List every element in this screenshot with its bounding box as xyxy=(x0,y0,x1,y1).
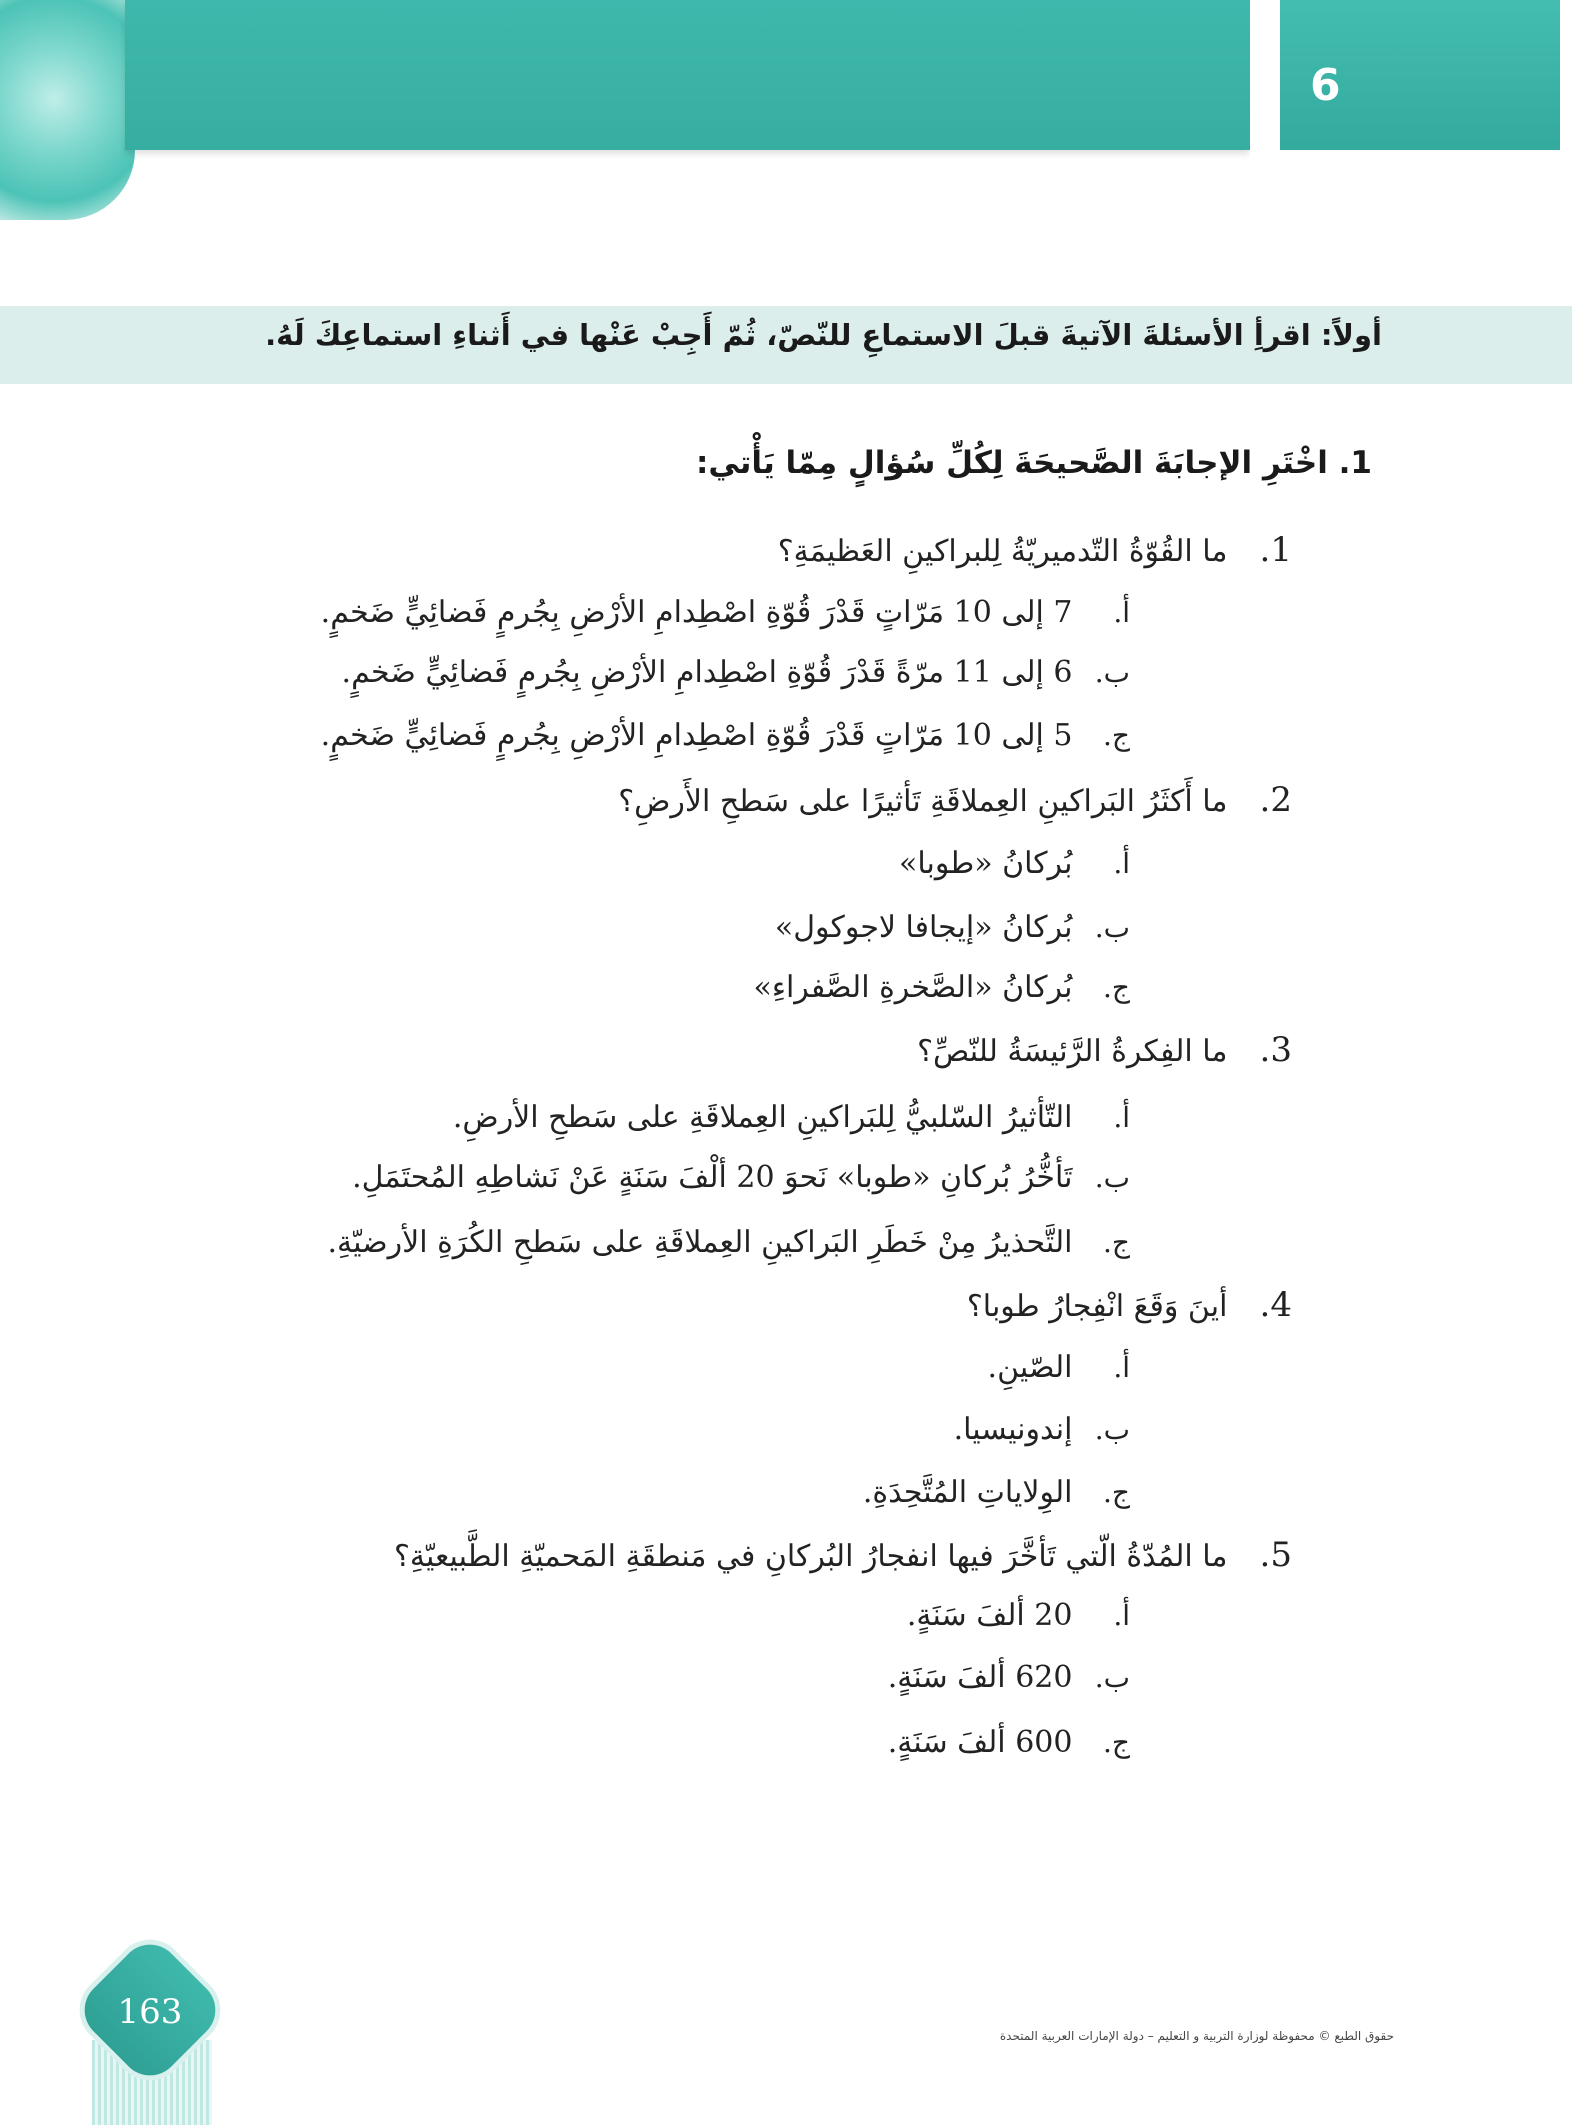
question-1-option-b xyxy=(342,655,1130,690)
question-3-option-c xyxy=(327,1225,1130,1260)
question-text: ما أَكثَرُ البَراكينِ العِملاقَةِ تَأثيرًا على سَطحِ الأَرضِ؟ xyxy=(618,784,1228,819)
question-2-option-b xyxy=(775,910,1130,945)
instruction-text: أولاً: اقرأِ الأسئلةَ الآتيةَ قبلَ الاستماعِ للنّصّ، ثُمّ أَجِبْ عَنْها في أَثناءِ استماعِكَ لَهُ. xyxy=(265,318,1382,352)
corner-decoration xyxy=(0,0,135,220)
question-4-option-c xyxy=(863,1475,1130,1510)
option-letter: ب. xyxy=(1094,656,1130,689)
question-text: أينَ وَقَعَ انْفِجارُ طوبا؟ xyxy=(966,1289,1228,1324)
question-5-option-a xyxy=(907,1598,1130,1633)
option-letter: ج. xyxy=(1103,971,1130,1004)
question-3-option-b xyxy=(352,1160,1130,1195)
question-2-option-a xyxy=(899,846,1130,881)
question-1 xyxy=(778,530,1292,570)
question-number: 5. xyxy=(1259,1535,1292,1575)
question-2-option-c xyxy=(754,970,1130,1005)
option-letter: ج. xyxy=(1103,1726,1130,1759)
question-3 xyxy=(917,1030,1292,1070)
option-text: 7 إلى 10 مَرّاتٍ قَدْرَ قُوّةِ اصْطِدامِ الأرْضِ بِجُرمٍ فَضائِيٍّ ضَخمٍ. xyxy=(320,595,1073,630)
option-letter: ب. xyxy=(1094,911,1130,944)
question-1-option-a xyxy=(321,595,1130,630)
option-text: تَأخُّرُ بُركانِ «طوبا» نَحوَ 20 ألْفَ سَنَةٍ عَنْ نَشاطِهِ المُحتَمَلِ. xyxy=(352,1160,1073,1195)
option-letter: ب. xyxy=(1094,1661,1130,1694)
option-letter: ج. xyxy=(1103,719,1130,752)
unit-number: 6 xyxy=(1310,60,1341,111)
option-text: 6 إلى 11 مرّةً قَدْرَ قُوّةِ اصْطِدامِ الأرْضِ بِجُرمٍ فَضائِيٍّ ضَخمٍ. xyxy=(341,655,1073,690)
question-number: 3. xyxy=(1259,1030,1292,1070)
question-text: ما الفِكرةُ الرَّئيسَةُ للنّصِّ؟ xyxy=(917,1034,1228,1069)
option-text: 5 إلى 10 مَرّاتٍ قَدْرَ قُوّةِ اصْطِدامِ الأرْضِ بِجُرمٍ فَضائِيٍّ ضَخمٍ. xyxy=(320,718,1073,753)
copyright-notice: حقوق الطبع © محفوظة لوزارة التربية و التعليم – دولة الإمارات العربية المتحدة xyxy=(999,2029,1394,2043)
question-4 xyxy=(967,1285,1292,1325)
question-5-option-b xyxy=(888,1660,1130,1695)
question-4-option-a xyxy=(988,1350,1130,1385)
option-letter: أ. xyxy=(1113,1351,1130,1384)
option-letter: ج. xyxy=(1103,1476,1130,1509)
option-text: إندونيسيا. xyxy=(953,1412,1073,1447)
question-number: 1. xyxy=(1259,530,1292,570)
option-letter: أ. xyxy=(1113,596,1130,629)
option-letter: ب. xyxy=(1094,1413,1130,1446)
option-letter: أ. xyxy=(1113,847,1130,880)
question-number: 4. xyxy=(1259,1285,1292,1325)
question-text: ما القُوّةُ التّدميريّةُ لِلبراكينِ العَظيمَةِ؟ xyxy=(777,534,1228,569)
section-heading: 1. اخْتَرِ الإجابَةَ الصَّحيحَةَ لِكُلِّ سُؤالٍ مِمّا يَأْتي: xyxy=(696,445,1372,481)
option-text: بُركانُ «إيجافا لاجوكول» xyxy=(774,910,1073,945)
option-text: 600 ألفَ سَنَةٍ. xyxy=(887,1725,1073,1760)
option-text: الوِلاياتِ المُتَّحِدَةِ. xyxy=(862,1475,1073,1510)
option-text: الصّينِ. xyxy=(987,1350,1073,1385)
option-text: 620 ألفَ سَنَةٍ. xyxy=(887,1660,1073,1695)
option-letter: أ. xyxy=(1113,1101,1130,1134)
question-number: 2. xyxy=(1259,780,1292,820)
option-text: بُركانُ «الصَّخرةِ الصَّفراءِ» xyxy=(753,970,1073,1005)
question-text: ما المُدّةُ الّتي تَأخَّرَ فيها انفجارُ البُركانِ في مَنطقَةِ المَحميّةِ الطَّبيعيّةِ؟ xyxy=(394,1539,1228,1574)
option-letter: ج. xyxy=(1103,1226,1130,1259)
question-5 xyxy=(394,1535,1292,1575)
option-text: التّأثيرُ السّلبيُّ لِلبَراكينِ العِملاقَةِ على سَطحِ الأرضِ. xyxy=(452,1100,1073,1135)
page-number: 163 xyxy=(117,1992,183,2032)
question-4-option-b xyxy=(954,1412,1130,1447)
option-text: التَّحذيرُ مِنْ خَطَرِ البَراكينِ العِملاقَةِ على سَطحِ الكُرَةِ الأرضيّةِ. xyxy=(327,1225,1073,1260)
option-text: بُركانُ «طوبا» xyxy=(898,846,1073,881)
header-banner xyxy=(125,0,1250,150)
question-1-option-c xyxy=(321,718,1130,753)
header-divider xyxy=(1250,0,1280,165)
question-3-option-a xyxy=(453,1100,1130,1135)
option-letter: أ. xyxy=(1113,1599,1130,1632)
option-letter: ب. xyxy=(1094,1161,1130,1194)
option-text: 20 ألفَ سَنَةٍ. xyxy=(906,1598,1073,1633)
question-5-option-c xyxy=(888,1725,1130,1760)
question-2 xyxy=(618,780,1292,820)
